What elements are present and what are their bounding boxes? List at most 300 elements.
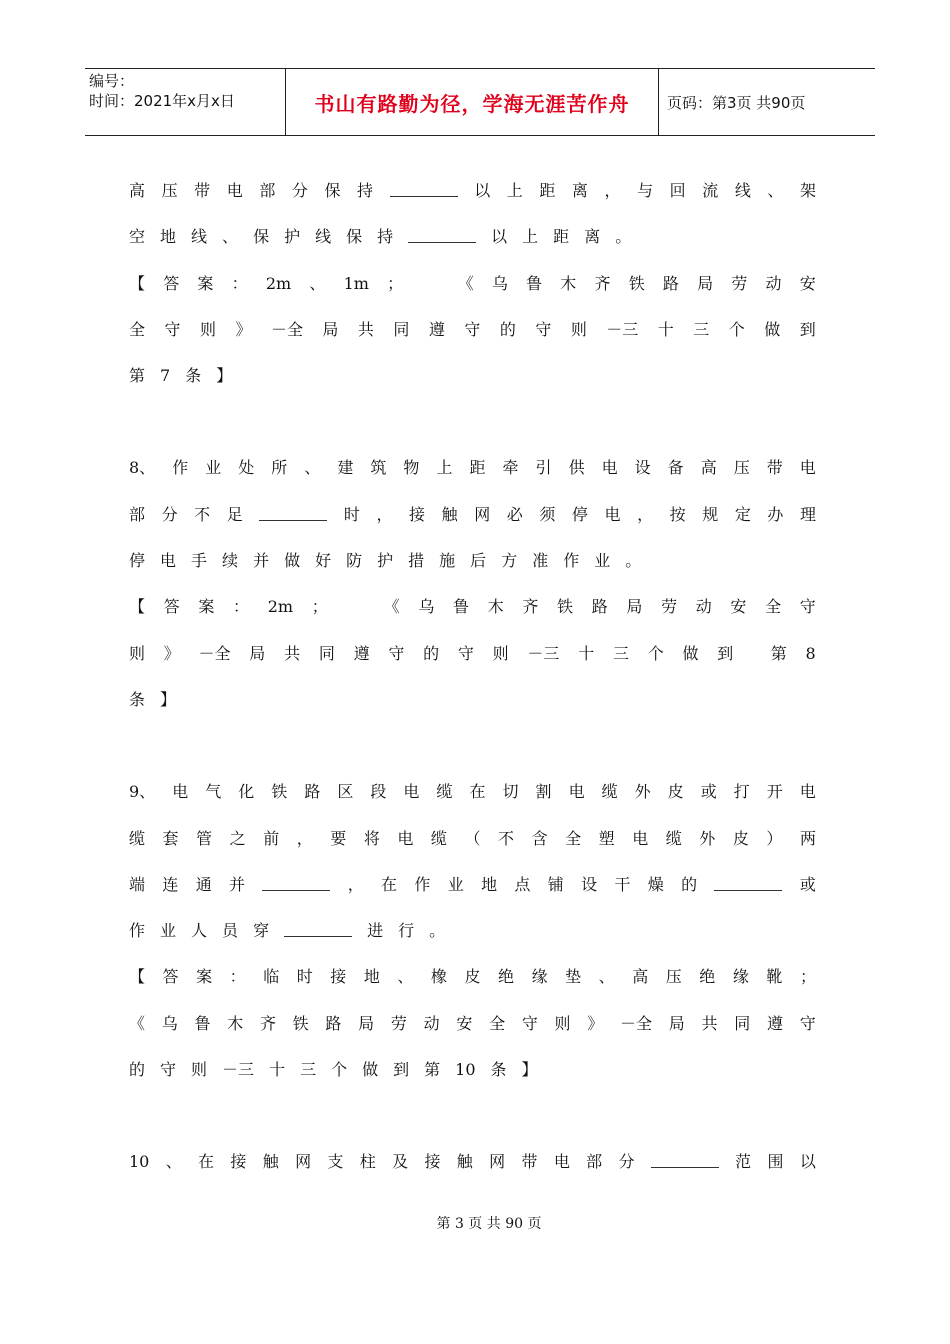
- text-token: 电: [553, 1152, 570, 1172]
- text-token: 2m: [265, 273, 292, 293]
- text-token: 切: [502, 782, 519, 802]
- text-token: 缘: [732, 967, 749, 987]
- text-token: 网: [489, 1152, 506, 1172]
- text-token: 到: [799, 319, 816, 339]
- text-token: －三: [606, 319, 639, 339]
- text-token: 业: [160, 921, 177, 941]
- text-token: 接: [230, 1152, 247, 1172]
- text-token: 业: [594, 551, 611, 571]
- text-token: 线: [191, 227, 208, 247]
- time-label: 时间：2021年x月x日: [89, 92, 235, 110]
- text-token: 劳: [731, 273, 748, 293]
- text-token: 则: [554, 1013, 571, 1033]
- text-token: 办: [767, 504, 784, 524]
- text-token: 、: [767, 181, 784, 200]
- text-token: 以: [474, 181, 491, 200]
- text-token: 足: [226, 504, 243, 524]
- text-token: 三: [693, 319, 710, 339]
- text-token: 段: [370, 782, 387, 802]
- text-token: 条: [185, 366, 202, 386]
- text-token: 在: [469, 782, 486, 802]
- text-token: 安: [799, 273, 816, 293]
- text-token: 方: [501, 551, 518, 571]
- text-token: 须: [539, 504, 556, 524]
- text-token: 电: [226, 181, 243, 200]
- text-token: 气: [205, 782, 222, 802]
- text-token: 处: [238, 458, 255, 478]
- text-token: 行: [398, 921, 415, 941]
- text-token: 遵: [766, 1013, 783, 1033]
- text-token: 鲁: [194, 1013, 211, 1033]
- text-token: 人: [191, 921, 208, 941]
- text-token: 缘: [531, 967, 548, 987]
- text-token: 后: [470, 551, 487, 571]
- text-token: 电: [403, 782, 420, 802]
- text-token: 、: [304, 458, 321, 478]
- text-token: ：: [231, 273, 248, 293]
- text-token: （: [464, 828, 481, 848]
- text-token: 上: [436, 458, 453, 478]
- text-token: 守: [799, 597, 816, 617]
- text-token: 动: [765, 273, 782, 293]
- text-token: 或: [700, 782, 717, 802]
- text-token: 并: [253, 551, 270, 571]
- text-token: 保: [346, 227, 363, 247]
- text-line: [129, 954, 816, 1000]
- text-line: [129, 584, 816, 630]
- text-token: 及: [392, 1152, 409, 1172]
- text-token: 供: [568, 458, 585, 478]
- text-token: 铁: [628, 273, 645, 293]
- text-token: 条: [490, 1060, 507, 1080]
- text-token: 铁: [292, 1013, 309, 1033]
- text-line: [129, 538, 816, 584]
- text-token: 范: [735, 1152, 752, 1172]
- text-token: 《: [457, 273, 474, 293]
- text-token: 同: [734, 1013, 751, 1033]
- text-token: 端: [129, 874, 146, 894]
- text-token: 电: [632, 828, 649, 848]
- text-token: 缆: [129, 828, 146, 848]
- text-token: ：: [233, 597, 250, 617]
- text-line: [129, 816, 816, 862]
- text-token: 路: [325, 1013, 342, 1033]
- text-token: 将: [363, 828, 380, 848]
- text-token: 压: [161, 181, 178, 200]
- text-token: 劳: [661, 597, 678, 617]
- text-token: 备: [667, 458, 684, 478]
- text-token: 十: [269, 1060, 286, 1080]
- text-token: 个: [728, 319, 745, 339]
- text-token: 的: [129, 1060, 146, 1080]
- text-token: 离: [584, 227, 601, 247]
- text-token: 空: [129, 227, 146, 247]
- text-token: －全: [270, 319, 303, 339]
- text-token: 带: [521, 1152, 538, 1172]
- text-token: 】: [216, 366, 233, 386]
- text-token: 措: [408, 551, 425, 571]
- text-token: 穿: [253, 921, 270, 941]
- text-token: 局: [668, 1013, 685, 1033]
- fill-blank: [259, 519, 327, 521]
- text-token: 之: [229, 828, 246, 848]
- text-token: ，: [604, 181, 621, 200]
- text-token: 【: [129, 967, 146, 987]
- text-token: ；: [387, 273, 404, 293]
- text-token: 劳: [390, 1013, 407, 1033]
- text-token: 铁: [271, 782, 288, 802]
- text-token: 高: [632, 967, 649, 987]
- text-token: 安: [456, 1013, 473, 1033]
- text-line: [129, 307, 816, 353]
- text-token: 答: [163, 597, 180, 617]
- text-token: 规: [702, 504, 719, 524]
- text-token: 距: [539, 181, 556, 200]
- text-token: 业: [205, 458, 222, 478]
- text-token: 局: [697, 273, 714, 293]
- text-token: 。: [625, 551, 642, 571]
- text-line: [129, 769, 816, 815]
- text-token: 》: [587, 1013, 604, 1033]
- text-token: 则: [199, 319, 216, 339]
- text-token: 前: [263, 828, 280, 848]
- text-token: ：: [229, 967, 246, 987]
- text-token: 乌: [491, 273, 508, 293]
- text-token: 第: [424, 1060, 441, 1080]
- text-token: 保: [324, 181, 341, 200]
- text-token: 守: [535, 319, 552, 339]
- text-token: 地: [160, 227, 177, 247]
- text-token: 则: [129, 643, 146, 663]
- text-token: 外: [699, 828, 716, 848]
- text-token: 并: [229, 874, 246, 894]
- text-token: 要: [330, 828, 347, 848]
- text-token: 分: [618, 1152, 635, 1172]
- text-token: 不: [194, 504, 211, 524]
- text-line: [129, 1001, 816, 1047]
- text-token: 带: [194, 181, 211, 200]
- text-token: 好: [315, 551, 332, 571]
- text-token: 缆: [601, 782, 618, 802]
- text-token: 】: [521, 1060, 538, 1080]
- text-token: 《: [383, 597, 400, 617]
- text-token: 管: [196, 828, 213, 848]
- text-token: 时: [343, 504, 360, 524]
- text-token: 部: [129, 504, 146, 524]
- text-token: 接: [424, 1152, 441, 1172]
- text-token: 建: [337, 458, 354, 478]
- text-token: 员: [222, 921, 239, 941]
- text-token: 含: [531, 828, 548, 848]
- text-token: 做: [764, 319, 781, 339]
- text-token: 局: [249, 643, 266, 663]
- text-token: 接: [330, 967, 347, 987]
- text-token: 共: [284, 643, 301, 663]
- text-token: 。: [429, 921, 446, 941]
- text-token: 皮: [667, 782, 684, 802]
- text-token: 护: [377, 551, 394, 571]
- text-token: 回: [669, 181, 686, 200]
- text-token: 离: [571, 181, 588, 200]
- text-token: 准: [532, 551, 549, 571]
- text-token: 高: [129, 181, 146, 200]
- header-page-info: 页码：第3页 共90页: [667, 93, 806, 112]
- text-token: 保: [253, 227, 270, 247]
- text-line: [129, 1047, 816, 1093]
- text-token: 分: [291, 181, 308, 200]
- text-token: 10: [129, 1152, 150, 1172]
- text-token: 的: [423, 643, 440, 663]
- text-token: 在: [198, 1152, 215, 1172]
- text-token: 》: [163, 643, 180, 663]
- text-token: 守: [799, 1013, 816, 1033]
- text-token: 业: [447, 874, 464, 894]
- text-token: 则: [570, 319, 587, 339]
- question-8: [129, 445, 816, 723]
- text-token: 防: [346, 551, 363, 571]
- text-token: ，: [347, 874, 364, 894]
- text-token: ，: [376, 504, 393, 524]
- text-line: [129, 261, 816, 307]
- text-token: 作: [414, 874, 431, 894]
- text-token: 】: [160, 689, 177, 709]
- text-token: 齐: [522, 597, 539, 617]
- text-token: 鲁: [453, 597, 470, 617]
- text-token: 鲁: [526, 273, 543, 293]
- text-token: 距: [553, 227, 570, 247]
- text-token: 做: [362, 1060, 379, 1080]
- text-line: [129, 445, 816, 491]
- text-token: 停: [571, 504, 588, 524]
- text-token: 线: [734, 181, 751, 200]
- text-token: 局: [358, 1013, 375, 1033]
- text-token: 上: [522, 227, 539, 247]
- text-token: －三: [222, 1060, 255, 1080]
- text-token: 触: [441, 504, 458, 524]
- text-token: 持: [377, 227, 394, 247]
- text-token: 案: [196, 967, 213, 987]
- page-footer: 第 3 页 共 90 页: [436, 1216, 542, 1232]
- text-token: 齐: [259, 1013, 276, 1033]
- text-token: 垫: [565, 967, 582, 987]
- text-token: 守: [464, 319, 481, 339]
- text-token: 乌: [161, 1013, 178, 1033]
- text-token: 。: [615, 227, 632, 247]
- text-token: 8、: [129, 458, 156, 478]
- text-token: 案: [198, 597, 215, 617]
- text-token: 十: [578, 643, 595, 663]
- text-token: 木: [560, 273, 577, 293]
- text-token: 第: [770, 643, 787, 663]
- text-token: 通: [195, 874, 212, 894]
- text-token: 到: [393, 1060, 410, 1080]
- text-token: 流: [702, 181, 719, 200]
- text-token: 施: [439, 551, 456, 571]
- text-token: 【: [129, 273, 146, 293]
- text-token: 电: [601, 458, 618, 478]
- text-token: 两: [799, 828, 816, 848]
- text-token: 引: [535, 458, 552, 478]
- text-token: 套: [162, 828, 179, 848]
- text-token: 做: [284, 551, 301, 571]
- text-token: 手: [191, 551, 208, 571]
- number-label: 编号：: [89, 72, 135, 90]
- fill-blank: [651, 1166, 719, 1168]
- text-token: 筑: [370, 458, 387, 478]
- page-header: [85, 68, 875, 136]
- text-token: 缆: [665, 828, 682, 848]
- text-token: 铺: [547, 874, 564, 894]
- text-token: 局: [322, 319, 339, 339]
- text-line: [129, 1139, 816, 1185]
- text-token: 部: [586, 1152, 603, 1172]
- text-token: 点: [514, 874, 531, 894]
- text-token: 设: [581, 874, 598, 894]
- text-token: 在: [381, 874, 398, 894]
- text-token: 三: [612, 643, 629, 663]
- text-token: 乌: [418, 597, 435, 617]
- text-token: 皮: [464, 967, 481, 987]
- text-token: 绝: [699, 967, 716, 987]
- text-token: 铁: [557, 597, 574, 617]
- text-token: 化: [238, 782, 255, 802]
- text-token: ，: [296, 828, 313, 848]
- text-token: 定: [734, 504, 751, 524]
- text-token: 柱: [359, 1152, 376, 1172]
- text-token: 持: [357, 181, 374, 200]
- text-token: 条: [129, 689, 146, 709]
- text-token: 路: [591, 597, 608, 617]
- text-token: 连: [162, 874, 179, 894]
- text-token: 带: [766, 458, 783, 478]
- text-token: 《: [129, 1013, 146, 1033]
- text-token: 以: [491, 227, 508, 247]
- text-token: 以: [799, 1152, 816, 1172]
- text-token: 作: [172, 458, 189, 478]
- text-token: 共: [357, 319, 374, 339]
- text-token: 遵: [353, 643, 370, 663]
- text-token: 作: [129, 921, 146, 941]
- text-token: 电: [397, 828, 414, 848]
- text-token: 绝: [498, 967, 515, 987]
- fill-blank: [408, 241, 476, 243]
- text-token: 护: [284, 227, 301, 247]
- text-token: 距: [469, 458, 486, 478]
- text-token: 电: [604, 504, 621, 524]
- text-token: 共: [701, 1013, 718, 1033]
- text-token: 橡: [430, 967, 447, 987]
- text-token: 线: [315, 227, 332, 247]
- text-token: 、: [222, 227, 239, 247]
- text-token: 守: [457, 643, 474, 663]
- text-token: 、: [598, 967, 615, 987]
- text-token: 设: [634, 458, 651, 478]
- text-token: 到: [717, 643, 734, 663]
- text-token: 十: [657, 319, 674, 339]
- text-line: [129, 492, 816, 538]
- text-token: 动: [695, 597, 712, 617]
- text-line: [129, 168, 816, 214]
- text-token: 牵: [502, 458, 519, 478]
- text-token: 分: [161, 504, 178, 524]
- text-token: 安: [730, 597, 747, 617]
- text-token: 接: [409, 504, 426, 524]
- text-token: 全: [489, 1013, 506, 1033]
- text-token: 围: [767, 1152, 784, 1172]
- text-token: 地: [363, 967, 380, 987]
- text-line: [129, 353, 816, 399]
- header-meta: [85, 69, 286, 135]
- text-token: 皮: [732, 828, 749, 848]
- text-token: 开: [766, 782, 783, 802]
- fill-blank: [390, 195, 458, 197]
- text-token: 做: [682, 643, 699, 663]
- text-token: 所: [271, 458, 288, 478]
- text-token: 触: [456, 1152, 473, 1172]
- text-token: 上: [506, 181, 523, 200]
- text-token: 触: [262, 1152, 279, 1172]
- text-token: 压: [665, 967, 682, 987]
- text-token: 或: [799, 874, 816, 894]
- text-token: －全: [198, 643, 231, 663]
- text-token: 区: [337, 782, 354, 802]
- text-line: [129, 631, 816, 677]
- text-token: 进: [367, 921, 384, 941]
- text-token: 案: [197, 273, 214, 293]
- text-line: [129, 862, 816, 908]
- text-token: 、: [165, 1152, 182, 1172]
- header-motto: 书山有路勤为径，学海无涯苦作舟: [286, 69, 659, 135]
- text-token: 、: [397, 967, 414, 987]
- text-token: 燥: [647, 874, 664, 894]
- text-token: 靴: [766, 967, 783, 987]
- text-token: ；: [799, 967, 816, 987]
- text-token: 守: [521, 1013, 538, 1033]
- text-token: 8: [805, 643, 816, 663]
- text-line: [129, 908, 816, 954]
- text-token: 个: [331, 1060, 348, 1080]
- text-token: 电: [799, 782, 816, 802]
- text-token: 答: [162, 967, 179, 987]
- fill-blank: [262, 889, 330, 891]
- text-token: 高: [700, 458, 717, 478]
- text-token: 守: [164, 319, 181, 339]
- text-token: 同: [393, 319, 410, 339]
- text-token: 电: [568, 782, 585, 802]
- text-token: 理: [799, 504, 816, 524]
- text-token: 路: [662, 273, 679, 293]
- text-token: ，: [637, 504, 654, 524]
- text-token: 临: [263, 967, 280, 987]
- text-token: 停: [129, 551, 146, 571]
- text-token: 干: [614, 874, 631, 894]
- text-token: 木: [487, 597, 504, 617]
- text-token: 答: [163, 273, 180, 293]
- text-token: 守: [388, 643, 405, 663]
- text-token: 全: [765, 597, 782, 617]
- text-token: 遵: [428, 319, 445, 339]
- text-token: ；: [311, 597, 328, 617]
- text-token: 必: [506, 504, 523, 524]
- text-token: －三: [527, 643, 560, 663]
- text-token: 地: [481, 874, 498, 894]
- text-token: 电: [160, 551, 177, 571]
- text-token: 时: [296, 967, 313, 987]
- text-token: 同: [318, 643, 335, 663]
- text-token: 打: [733, 782, 750, 802]
- text-token: 木: [227, 1013, 244, 1033]
- text-token: 续: [222, 551, 239, 571]
